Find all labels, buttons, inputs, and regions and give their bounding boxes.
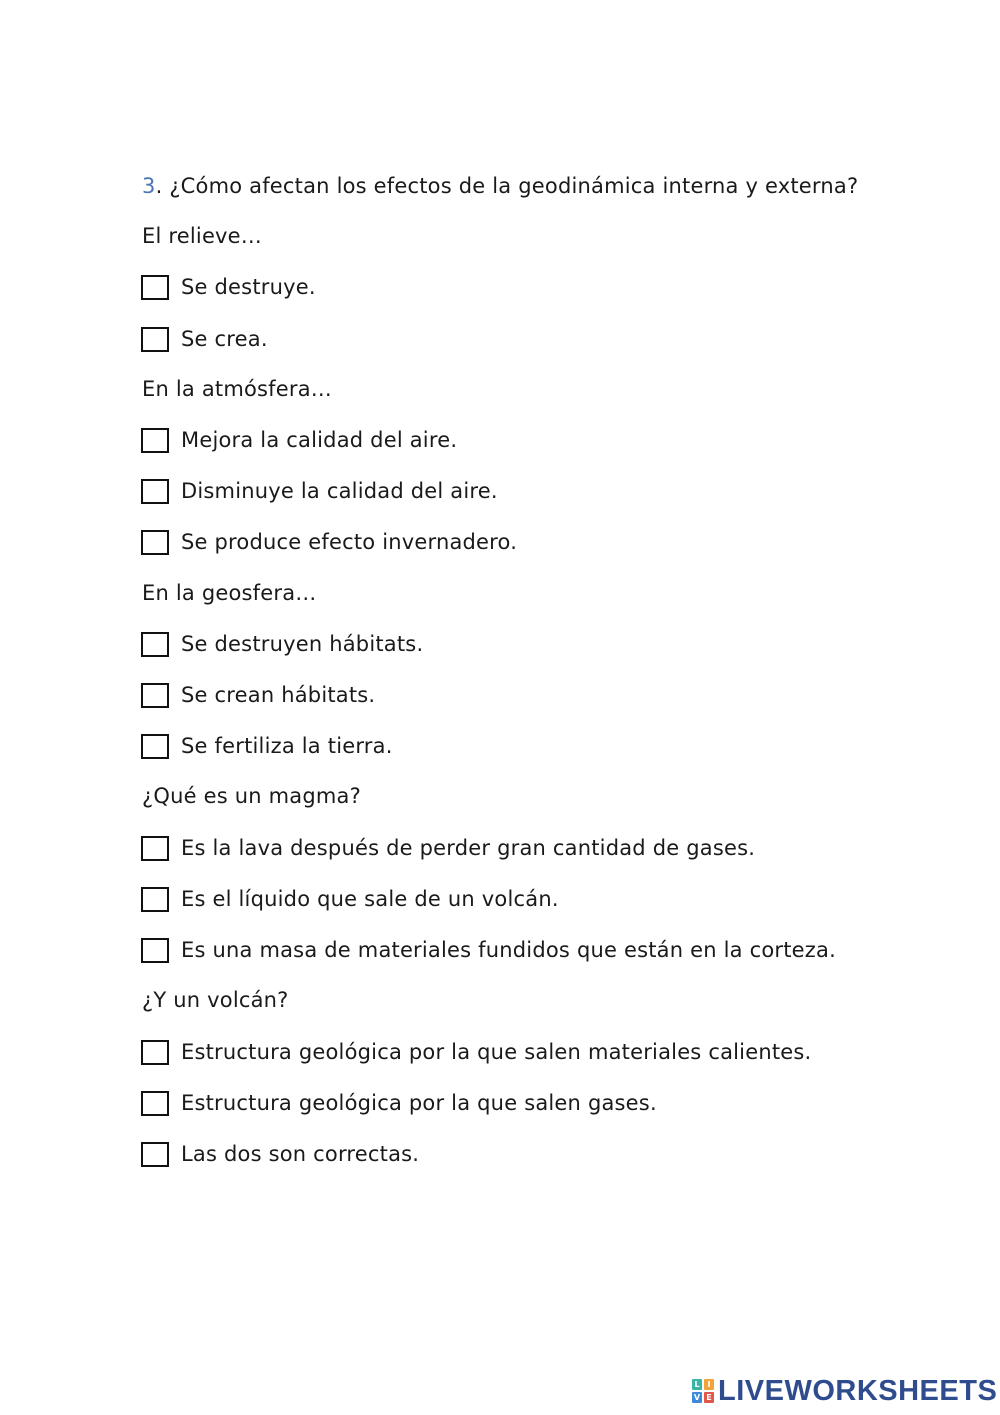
option-label: Se produce efecto invernadero. (181, 530, 518, 554)
question-number: 3 (142, 174, 156, 198)
checkbox[interactable] (141, 275, 169, 300)
checkbox[interactable] (141, 1040, 169, 1065)
option-label: Se destruye. (181, 275, 316, 299)
option-dos-correctas[interactable] (141, 1139, 419, 1169)
checkbox[interactable] (141, 530, 169, 555)
option-label: Disminuye la calidad del aire. (181, 479, 498, 503)
option-label: Se crea. (181, 327, 268, 351)
checkbox[interactable] (141, 632, 169, 657)
option-label: Las dos son correctas. (181, 1142, 420, 1166)
option-label: Estructura geológica por la que salen materiales calientes. (181, 1040, 812, 1064)
option-label: Se fertiliza la tierra. (181, 734, 393, 758)
section-heading-atmosfera: En la atmósfera… (142, 377, 332, 401)
brand-wordmark: LIVEWORKSHEETS (718, 1374, 998, 1407)
checkbox[interactable] (141, 683, 169, 708)
option-lava-gases[interactable] (141, 833, 755, 863)
checkbox[interactable] (141, 836, 169, 861)
section-heading-relieve: El relieve… (142, 224, 263, 248)
checkbox[interactable] (141, 1091, 169, 1116)
logo-letter-l: L (692, 1379, 702, 1390)
option-fertiliza-tierra[interactable] (141, 731, 393, 761)
option-disminuye-aire[interactable] (141, 476, 498, 506)
option-mejora-aire[interactable] (141, 425, 457, 455)
option-masa-fundidos[interactable] (141, 935, 836, 965)
checkbox[interactable] (141, 479, 169, 504)
option-label: Es el líquido que sale de un volcán. (181, 887, 559, 911)
option-salen-gases[interactable] (141, 1088, 657, 1118)
question-title (142, 172, 858, 200)
checkbox[interactable] (141, 938, 169, 963)
option-label: Es la lava después de perder gran cantidad de gases. (181, 836, 756, 860)
option-label: Es una masa de materiales fundidos que están en la corteza. (181, 938, 836, 962)
checkbox[interactable] (141, 887, 169, 912)
logo-letter-v: V (693, 1393, 701, 1402)
section-heading-volcan: ¿Y un volcán? (142, 988, 289, 1012)
section-heading-magma: ¿Qué es un magma? (142, 784, 361, 808)
checkbox[interactable] (141, 1142, 169, 1167)
option-efecto-invernadero[interactable] (141, 527, 517, 557)
option-se-destruye[interactable] (141, 272, 316, 302)
option-liquido-volcan[interactable] (141, 884, 559, 914)
option-label: Se destruyen hábitats. (181, 632, 424, 656)
option-destruyen-habitats[interactable] (141, 629, 423, 659)
checkbox[interactable] (141, 327, 169, 352)
option-label: Estructura geológica por la que salen gases. (181, 1091, 657, 1115)
liveworksheets-brand (692, 1376, 997, 1406)
option-se-crea[interactable] (141, 324, 268, 354)
section-heading-geosfera: En la geosfera… (142, 581, 317, 605)
option-materiales-calientes[interactable] (141, 1037, 811, 1067)
option-label: Se crean hábitats. (181, 683, 376, 707)
checkbox[interactable] (141, 428, 169, 453)
liveworksheets-logo-icon (692, 1379, 714, 1403)
logo-letter-e: E (704, 1392, 714, 1403)
logo-letter-i: I (704, 1379, 714, 1390)
question-text: . ¿Cómo afectan los efectos de la geodinámica interna y externa? (155, 174, 859, 198)
option-crean-habitats[interactable] (141, 680, 375, 710)
checkbox[interactable] (141, 734, 169, 759)
option-label: Mejora la calidad del aire. (181, 428, 458, 452)
